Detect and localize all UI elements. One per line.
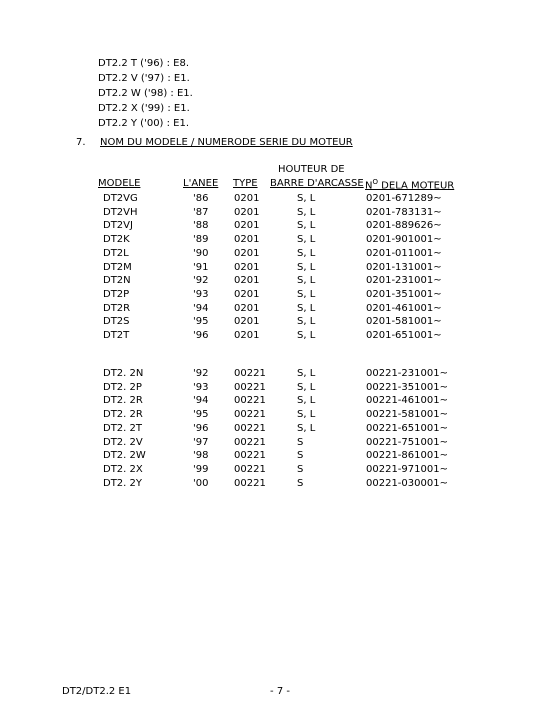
cell-arcasse: S, L [297, 302, 316, 314]
cell-type: 00221 [234, 436, 266, 448]
cell-year: '86 [193, 193, 209, 204]
cell-arcasse: S, L [297, 193, 316, 204]
cell-model: DT2T [103, 330, 130, 341]
model-code-list [98, 56, 193, 131]
cell-model: DT2. 2Y [103, 477, 142, 489]
table-row [0, 289, 560, 303]
cell-arcasse: S, L [297, 234, 316, 246]
table-row [0, 368, 560, 382]
cell-motor-number: 0201-011001~ [366, 247, 442, 259]
cell-motor-number: 0201-351001~ [366, 288, 442, 300]
cell-type: 00221 [234, 395, 266, 407]
cell-model: DT2VH [103, 206, 138, 218]
cell-year: '95 [193, 409, 209, 421]
header-motor-superscript: O [372, 178, 378, 186]
cell-model: DT2VJ [103, 220, 133, 232]
cell-motor-number: 00221-861001~ [366, 450, 448, 462]
cell-model: DT2. 2V [103, 436, 143, 448]
cell-motor-number: 0201-901001~ [366, 234, 442, 246]
cell-type: 0201 [234, 330, 260, 341]
header-motor-suffix: DELA MOTEUR [378, 180, 455, 192]
cell-model: DT2. 2N [103, 368, 144, 379]
cell-arcasse: S, L [297, 316, 316, 328]
table-row [0, 464, 560, 478]
cell-arcasse: S, L [297, 247, 316, 259]
cell-year: '87 [193, 206, 209, 218]
cell-motor-number: 00221-030001~ [366, 477, 448, 489]
cell-model: DT2N [103, 275, 131, 287]
cell-arcasse: S [297, 477, 304, 489]
cell-model: DT2K [103, 234, 130, 246]
footer-document-code: DT2/DT2.2 E1 [62, 686, 132, 697]
code-line: DT2.2 X ('99) : E1. [98, 103, 190, 114]
cell-type: 00221 [234, 463, 266, 475]
table-row [0, 275, 560, 289]
table-row [0, 409, 560, 423]
cell-year: '95 [193, 316, 209, 328]
cell-motor-number: 00221-231001~ [366, 368, 448, 379]
cell-type: 00221 [234, 409, 266, 421]
cell-type: 0201 [234, 288, 260, 300]
cell-year: '98 [193, 450, 209, 462]
section-number: 7. [76, 137, 86, 148]
cell-arcasse: S, L [297, 220, 316, 232]
cell-arcasse: S, L [297, 368, 316, 379]
cell-year: '96 [193, 422, 209, 434]
cell-motor-number: 00221-751001~ [366, 436, 448, 448]
cell-arcasse: S, L [297, 395, 316, 407]
header-model: MODELE [98, 178, 141, 189]
cell-motor-number: 00221-651001~ [366, 422, 448, 434]
header-arcasse-top: HOUTEUR DE [278, 164, 345, 175]
header-motor [365, 178, 454, 191]
cell-year: '94 [193, 302, 209, 314]
footer-page-number: - 7 - [270, 686, 290, 697]
cell-model: DT2VG [103, 193, 138, 204]
cell-model: DT2R [103, 302, 131, 314]
cell-model: DT2S [103, 316, 130, 328]
cell-year: '96 [193, 330, 209, 341]
table-row [0, 437, 560, 451]
cell-arcasse: S, L [297, 330, 316, 341]
cell-arcasse: S [297, 463, 304, 475]
cell-arcasse: S, L [297, 275, 316, 287]
cell-arcasse: S, L [297, 288, 316, 300]
cell-arcasse: S, L [297, 422, 316, 434]
cell-arcasse: S [297, 436, 304, 448]
table-row [0, 382, 560, 396]
cell-arcasse: S, L [297, 409, 316, 421]
section-title: NOM DU MODELE / NUMERODE SERIE DU MOTEUR [100, 137, 353, 148]
header-type: TYPE [233, 178, 258, 189]
cell-model: DT2. 2W [103, 450, 146, 462]
cell-type: 00221 [234, 450, 266, 462]
cell-type: 0201 [234, 275, 260, 287]
cell-motor-number: 0201-461001~ [366, 302, 442, 314]
cell-year: '91 [193, 261, 209, 273]
header-arcasse: BARRE D'ARCASSE [270, 178, 364, 189]
table-row [0, 193, 560, 207]
cell-motor-number: 00221-351001~ [366, 381, 448, 393]
table-row [0, 303, 560, 317]
cell-model: DT2P [103, 288, 130, 300]
cell-type: 0201 [234, 220, 260, 232]
cell-model: DT2. 2P [103, 381, 142, 393]
cell-arcasse: S, L [297, 206, 316, 218]
cell-motor-number: 0201-889626~ [366, 220, 442, 232]
cell-type: 0201 [234, 193, 260, 204]
cell-model: DT2. 2R [103, 395, 143, 407]
table-row [0, 478, 560, 492]
code-line: DT2.2 Y ('00) : E1. [98, 118, 190, 129]
cell-motor-number: 0201-783131~ [366, 206, 442, 218]
code-line: DT2.2 V ('97) : E1. [98, 73, 190, 84]
cell-arcasse: S, L [297, 261, 316, 273]
table-row [0, 234, 560, 248]
cell-arcasse: S [297, 450, 304, 462]
table-row [0, 248, 560, 262]
cell-motor-number: 0201-651001~ [366, 330, 442, 341]
cell-year: '92 [193, 368, 209, 379]
table-row [0, 262, 560, 276]
cell-type: 00221 [234, 381, 266, 393]
cell-model: DT2L [103, 247, 129, 259]
cell-motor-number: 0201-581001~ [366, 316, 442, 328]
table-row [0, 316, 560, 330]
cell-motor-number: 0201-671289~ [366, 193, 442, 204]
table-row [0, 423, 560, 437]
cell-motor-number: 00221-581001~ [366, 409, 448, 421]
cell-year: '99 [193, 463, 209, 475]
cell-model: DT2M [103, 261, 132, 273]
cell-type: 0201 [234, 316, 260, 328]
cell-year: '00 [193, 477, 209, 489]
cell-year: '93 [193, 288, 209, 300]
cell-year: '93 [193, 381, 209, 393]
table-row [0, 450, 560, 464]
cell-year: '88 [193, 220, 209, 232]
cell-type: 0201 [234, 302, 260, 314]
cell-year: '92 [193, 275, 209, 287]
cell-type: 00221 [234, 422, 266, 434]
cell-motor-number: 0201-231001~ [366, 275, 442, 287]
cell-type: 0201 [234, 234, 260, 246]
cell-type: 0201 [234, 206, 260, 218]
table-row [0, 330, 560, 344]
code-line: DT2.2 W ('98) : E1. [98, 88, 193, 99]
table-row [0, 220, 560, 234]
cell-motor-number: 00221-461001~ [366, 395, 448, 407]
cell-type: 00221 [234, 368, 266, 379]
cell-year: '90 [193, 247, 209, 259]
cell-type: 0201 [234, 247, 260, 259]
cell-type: 00221 [234, 477, 266, 489]
cell-year: '89 [193, 234, 209, 246]
table-row [0, 207, 560, 221]
cell-motor-number: 0201-131001~ [366, 261, 442, 273]
cell-year: '94 [193, 395, 209, 407]
cell-model: DT2. 2T [103, 422, 142, 434]
cell-model: DT2. 2R [103, 409, 143, 421]
header-year: L'ANEE [183, 178, 219, 189]
cell-arcasse: S, L [297, 381, 316, 393]
cell-model: DT2. 2X [103, 463, 143, 475]
code-line: DT2.2 T ('96) : E8. [98, 58, 190, 69]
cell-motor-number: 00221-971001~ [366, 463, 448, 475]
cell-year: '97 [193, 436, 209, 448]
cell-type: 0201 [234, 261, 260, 273]
table-row [0, 395, 560, 409]
header-motor-prefix: N [365, 180, 373, 192]
